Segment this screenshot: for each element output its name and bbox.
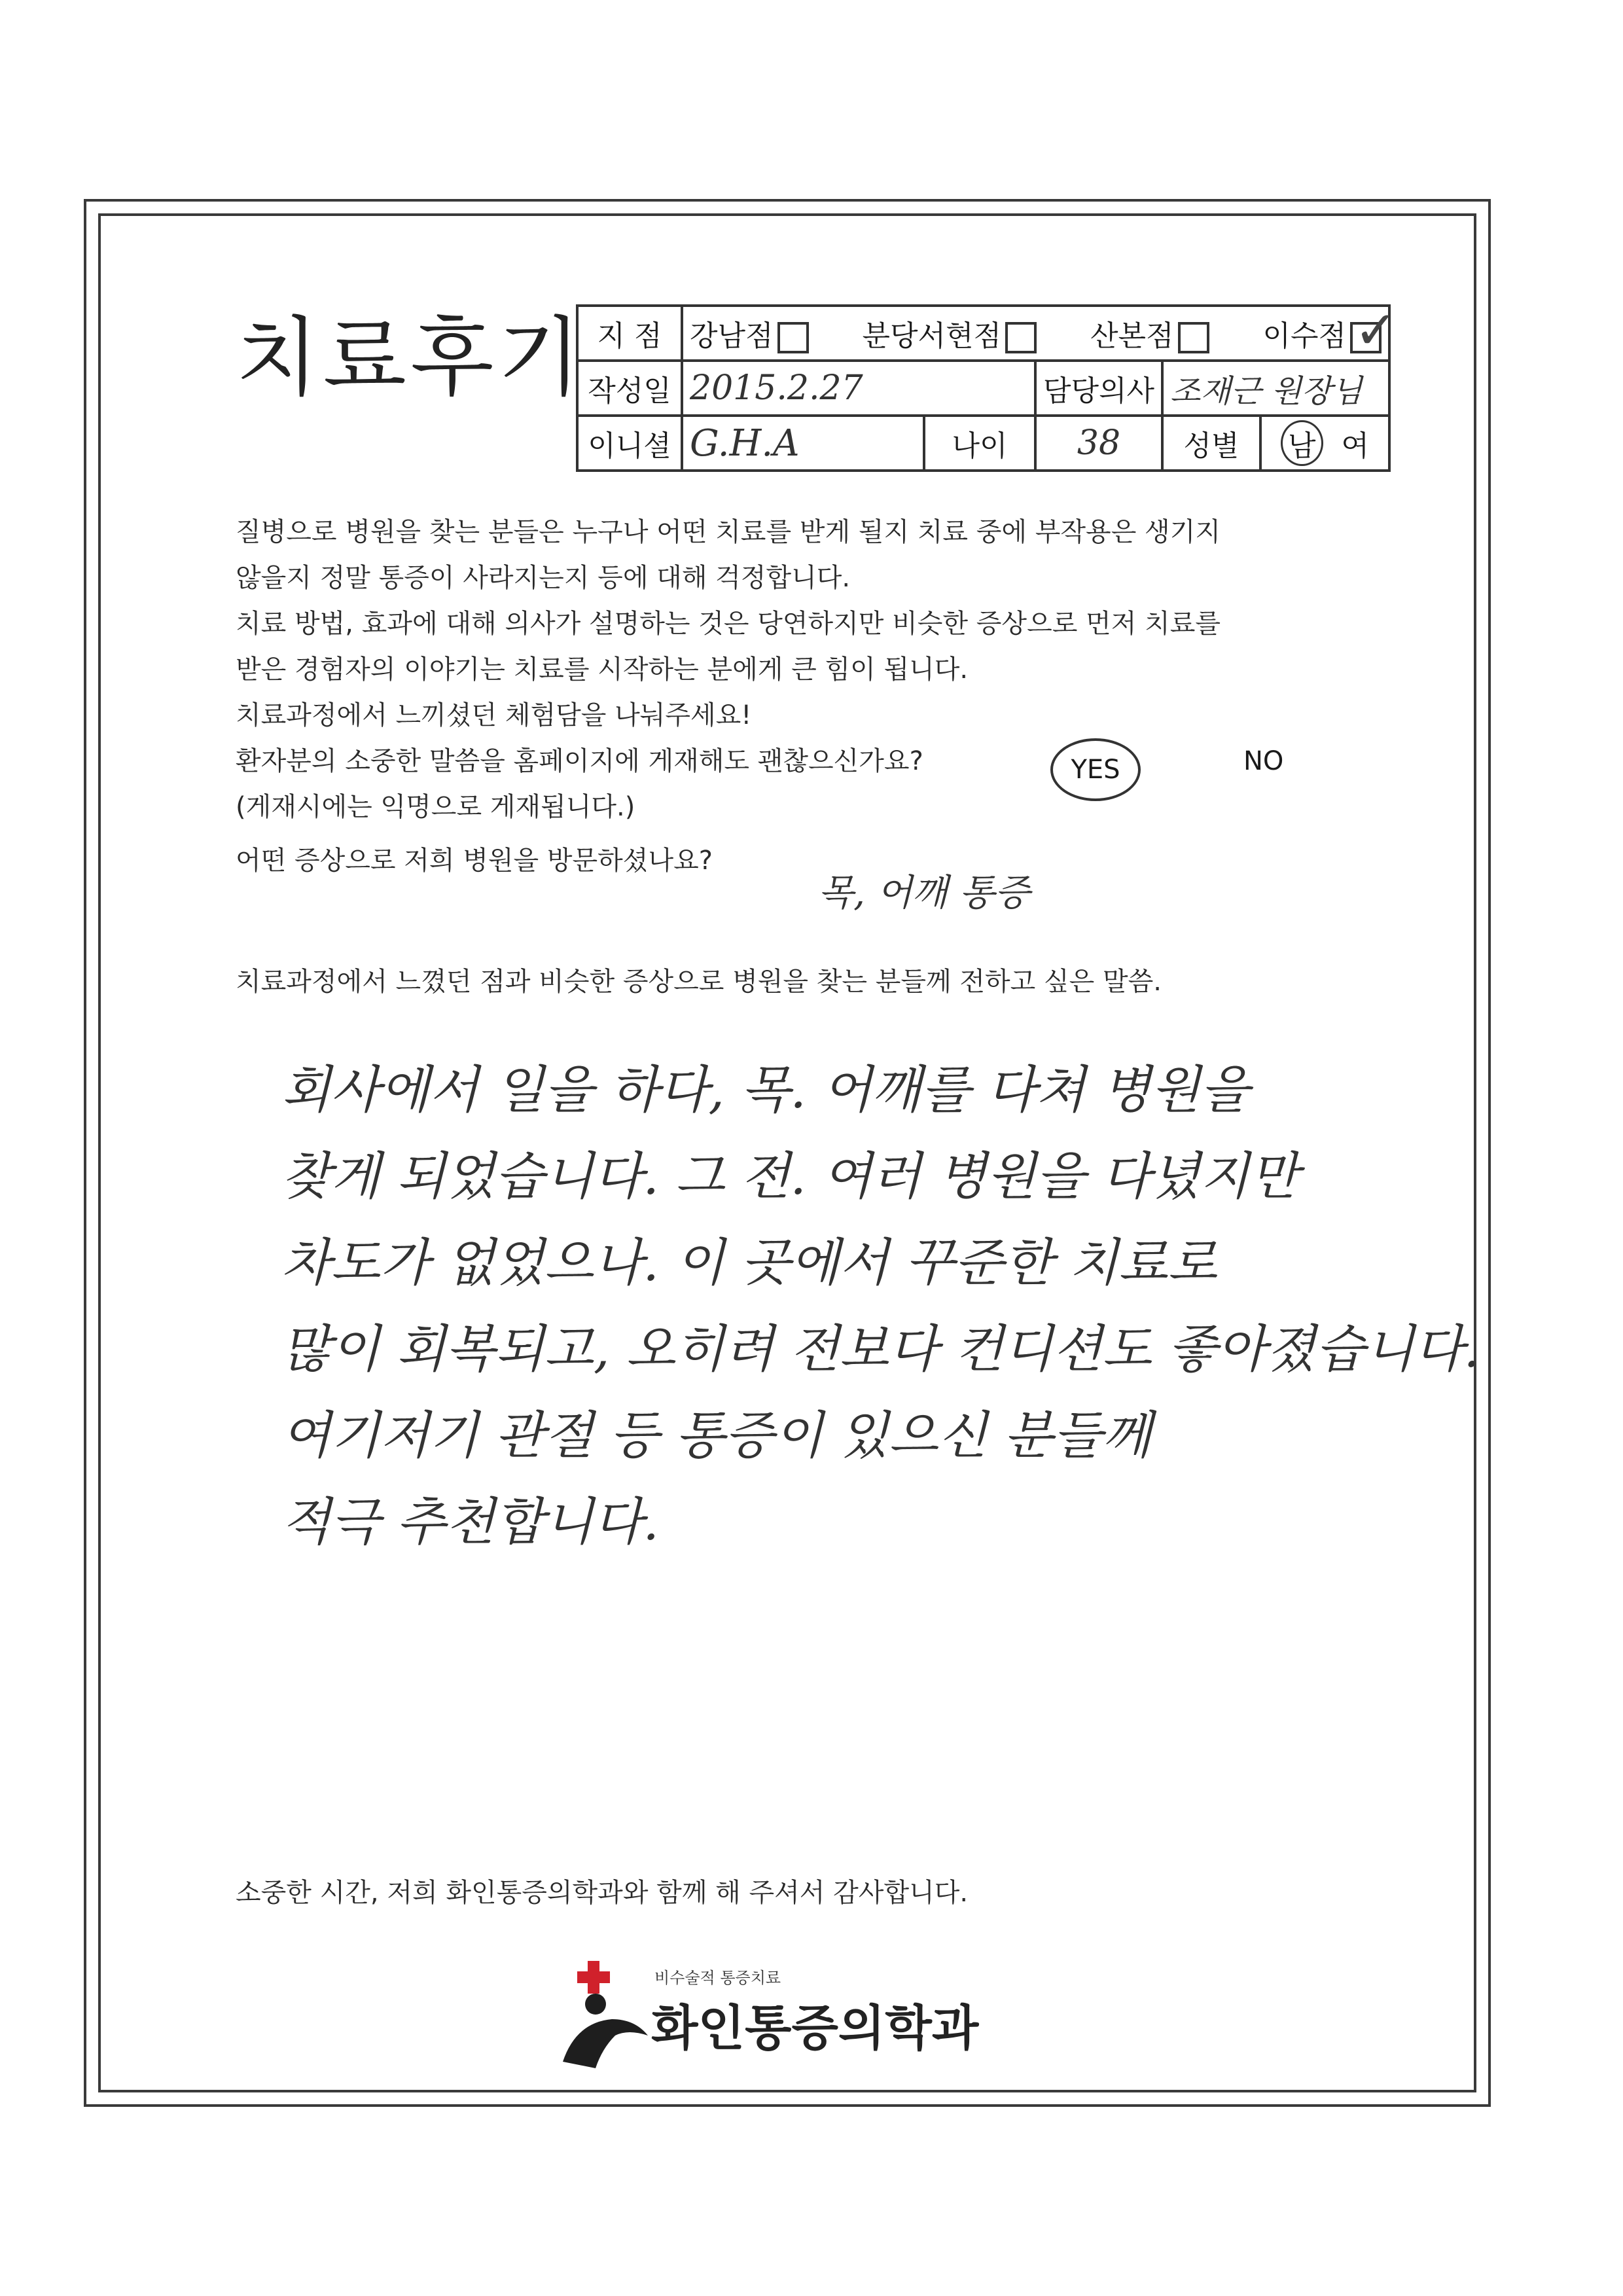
question-message: 치료과정에서 느꼈던 점과 비슷한 증상으로 병원을 찾는 분들께 전하고 싶은 말씀. [236,967,1162,997]
checkbox-bundang[interactable] [1005,322,1037,353]
answer-line: 찾게 되었습니다. 그 전. 여러 병원을 다녔지만 [281,1147,1299,1206]
branch-gangnam[interactable]: 강남점 [690,312,809,354]
info-table [576,300,1399,472]
intro-line: 치료과정에서 느끼셨던 체험담을 나눠주세요! [236,700,752,730]
sex-label: 성별 [1162,416,1260,471]
answer-symptom[interactable]: 목, 어깨 통증 [818,872,1030,914]
answer-message[interactable] [281,1047,1480,1566]
checkbox-gangnam[interactable] [777,322,809,353]
branch-isu[interactable]: 이수점 ✓ [1262,300,1399,361]
figure-icon [563,1994,648,2068]
checkbox-isu[interactable] [1350,300,1399,361]
intro-line: (게재시에는 익명으로 게재됩니다.) [236,792,635,822]
yes-option[interactable]: YES [1050,738,1141,801]
initial-value[interactable]: G.H.A [682,416,924,471]
branch-sanbon[interactable]: 산본점 [1090,312,1209,354]
logo-tagline: 비수술적 통증치료 [654,1969,781,1987]
question-symptom: 어떤 증상으로 저희 병원을 방문하셨나요? [236,846,713,876]
branch-bundang[interactable]: 분당서현점 [862,312,1037,354]
cross-icon [577,1961,610,1994]
intro-line: 환자분의 소중한 말씀을 홈페이지에 게재해도 괜찮으신가요? [236,746,923,776]
sex-female-option[interactable]: 여 [1341,429,1370,463]
initial-label: 이니셜 [577,416,682,471]
age-value[interactable]: 38 [1035,416,1162,471]
logo-name: 화인통증의학과 [651,2000,979,2056]
intro-line: 질병으로 병원을 찾는 분들은 누구나 어떤 치료를 받게 될지 치료 중에 부작용은 생기지 [236,517,1221,547]
date-label: 작성일 [577,361,682,416]
no-option[interactable]: NO [1243,746,1284,776]
answer-line: 회사에서 일을 하다, 목. 어깨를 다쳐 병원을 [281,1061,1250,1120]
sex-male-option[interactable]: 남 [1281,420,1323,466]
answer-line: 여기저기 관절 등 통증이 있으신 분들께 [281,1407,1152,1465]
checkbox-sanbon[interactable] [1178,322,1209,353]
age-label: 나이 [924,416,1035,471]
answer-line: 차도가 없었으나. 이 곳에서 꾸준한 치료로 [281,1234,1217,1293]
answer-line: 많이 회복되고, 오히려 전보다 컨디션도 좋아졌습니다. [281,1320,1480,1379]
form-title: 치료후기 [236,308,586,408]
doctor-value[interactable]: 조재근 원장님 [1162,361,1389,416]
intro-line: 받은 경험자의 이야기는 치료를 시작하는 분에게 큰 힘이 됩니다. [236,655,969,685]
check-mark-icon: ✓ [1353,300,1399,361]
answer-line: 적극 추천합니다. [281,1493,660,1552]
sex-options [1260,416,1389,471]
intro-line: 않을지 정말 통증이 사라지는지 등에 대해 걱정합니다. [236,563,851,593]
doctor-label: 담당의사 [1035,361,1162,416]
intro-line: 치료 방법, 효과에 대해 의사가 설명하는 것은 당연하지만 비슷한 증상으로 먼저 치료를 [236,609,1221,639]
branch-options [682,300,1399,361]
date-value[interactable]: 2015.2.27 [682,361,1035,416]
thanks-text: 소중한 시간, 저희 화인통증의학과와 함께 해 주셔서 감사합니다. [236,1878,969,1908]
branch-label: 지 점 [577,306,682,361]
